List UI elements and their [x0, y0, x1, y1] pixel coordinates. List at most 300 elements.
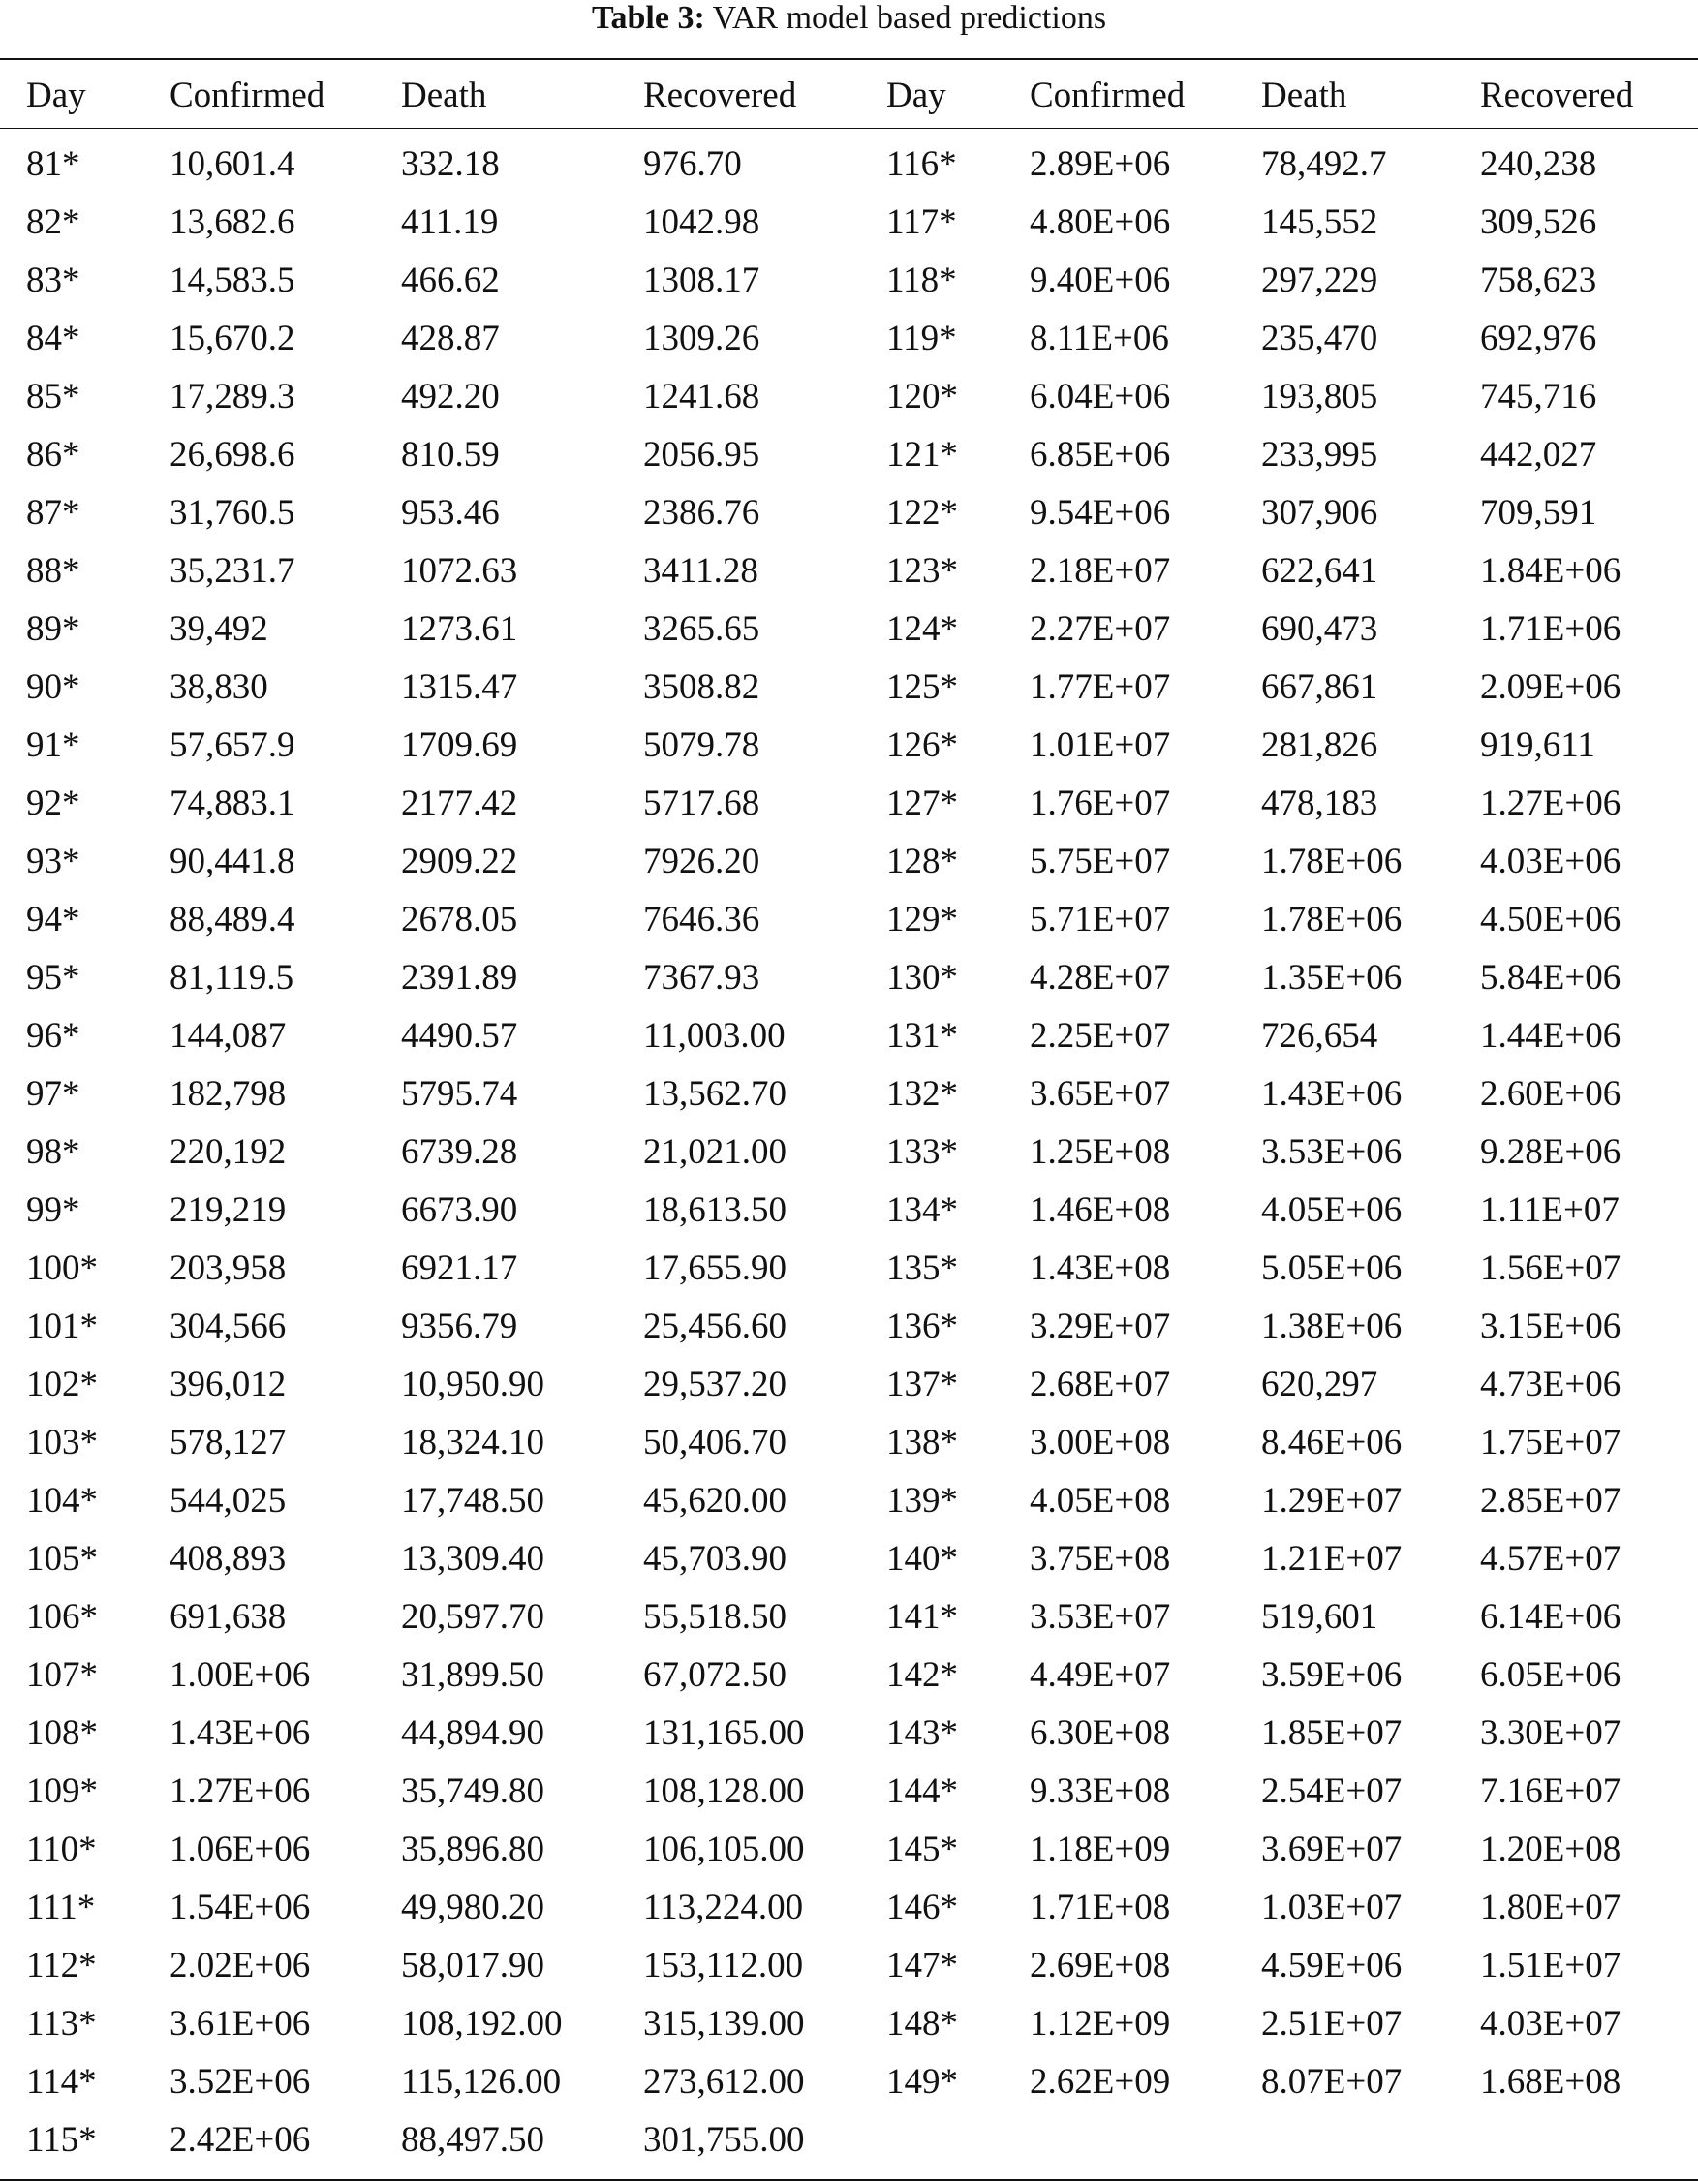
cell-confirmed-left: 544,025	[170, 1481, 287, 1521]
column-header-day-left: Day	[26, 75, 86, 115]
cell-day-left: 98*	[26, 1132, 80, 1172]
cell-recovered-left: 5079.78	[643, 725, 760, 765]
cell-recovered-left: 50,406.70	[643, 1423, 787, 1462]
cell-recovered-right: 1.20E+08	[1480, 1830, 1621, 1869]
cell-confirmed-right: 1.25E+08	[1030, 1132, 1171, 1172]
cell-day-right: 137*	[886, 1365, 958, 1404]
cell-confirmed-left: 304,566	[170, 1307, 287, 1346]
column-header-recovered-right: Recovered	[1480, 75, 1634, 115]
cell-death-right: 519,601	[1261, 1597, 1378, 1637]
table-row	[0, 194, 1698, 252]
cell-recovered-left: 45,703.90	[643, 1539, 787, 1579]
cell-confirmed-left: 2.42E+06	[170, 2120, 311, 2160]
cell-recovered-left: 13,562.70	[643, 1074, 787, 1114]
table-row	[0, 2111, 1698, 2169]
cell-day-right: 148*	[886, 2004, 958, 2044]
cell-death-left: 953.46	[401, 493, 500, 533]
cell-recovered-left: 113,224.00	[643, 1888, 804, 1927]
cell-confirmed-left: 2.02E+06	[170, 1946, 311, 1985]
cell-day-right: 117*	[886, 202, 957, 242]
cell-recovered-right: 1.71E+06	[1480, 609, 1621, 649]
cell-day-left: 105*	[26, 1539, 98, 1579]
cell-day-right: 140*	[886, 1539, 958, 1579]
cell-death-right: 233,995	[1261, 435, 1378, 475]
cell-day-left: 84*	[26, 319, 80, 358]
cell-confirmed-left: 10,601.4	[170, 144, 295, 184]
cell-recovered-left: 3508.82	[643, 667, 760, 707]
cell-recovered-left: 2056.95	[643, 435, 760, 475]
cell-day-right: 146*	[886, 1888, 958, 1927]
cell-death-right: 2.51E+07	[1261, 2004, 1403, 2044]
cell-confirmed-right: 1.01E+07	[1030, 725, 1171, 765]
cell-death-right: 1.21E+07	[1261, 1539, 1403, 1579]
cell-recovered-left: 1241.68	[643, 377, 760, 416]
cell-recovered-left: 1042.98	[643, 202, 760, 242]
cell-recovered-right: 2.09E+06	[1480, 667, 1621, 707]
cell-day-right: 123*	[886, 551, 958, 591]
cell-confirmed-left: 144,087	[170, 1016, 287, 1056]
cell-confirmed-left: 1.27E+06	[170, 1771, 311, 1811]
table-row	[0, 1705, 1698, 1763]
cell-confirmed-left: 1.06E+06	[170, 1830, 311, 1869]
cell-recovered-right: 4.03E+07	[1480, 2004, 1621, 2044]
cell-confirmed-left: 26,698.6	[170, 435, 295, 475]
cell-death-right: 620,297	[1261, 1365, 1378, 1404]
cell-death-right: 1.35E+06	[1261, 958, 1403, 998]
cell-death-left: 810.59	[401, 435, 500, 475]
cell-recovered-right: 1.56E+07	[1480, 1248, 1621, 1288]
table-row	[0, 1065, 1698, 1123]
cell-recovered-right: 4.50E+06	[1480, 900, 1621, 939]
cell-day-left: 111*	[26, 1888, 96, 1927]
table-row	[0, 484, 1698, 542]
cell-day-right: 141*	[886, 1597, 958, 1637]
cell-death-left: 1072.63	[401, 551, 518, 591]
table-row	[0, 1240, 1698, 1298]
cell-confirmed-right: 1.77E+07	[1030, 667, 1171, 707]
cell-recovered-right: 2.60E+06	[1480, 1074, 1621, 1114]
cell-death-right: 3.59E+06	[1261, 1655, 1403, 1695]
cell-day-left: 107*	[26, 1655, 98, 1695]
table-row	[0, 717, 1698, 775]
cell-day-left: 109*	[26, 1771, 98, 1811]
cell-day-left: 87*	[26, 493, 80, 533]
cell-confirmed-right: 2.62E+09	[1030, 2062, 1171, 2102]
table-row	[0, 1182, 1698, 1240]
cell-confirmed-left: 1.00E+06	[170, 1655, 311, 1695]
cell-confirmed-right: 2.25E+07	[1030, 1016, 1171, 1056]
cell-confirmed-left: 220,192	[170, 1132, 287, 1172]
cell-day-left: 86*	[26, 435, 80, 475]
cell-death-left: 2909.22	[401, 842, 518, 881]
cell-day-left: 114*	[26, 2062, 97, 2102]
cell-recovered-right: 692,976	[1480, 319, 1597, 358]
cell-death-left: 31,899.50	[401, 1655, 544, 1695]
cell-recovered-right: 3.15E+06	[1480, 1307, 1621, 1346]
cell-confirmed-left: 81,119.5	[170, 958, 294, 998]
column-header-confirmed-left: Confirmed	[170, 75, 325, 115]
cell-recovered-left: 315,139.00	[643, 2004, 805, 2044]
cell-confirmed-left: 35,231.7	[170, 551, 295, 591]
cell-death-right: 690,473	[1261, 609, 1378, 649]
cell-recovered-right: 2.85E+07	[1480, 1481, 1621, 1521]
table-row	[0, 1879, 1698, 1937]
table-row	[0, 426, 1698, 484]
table-row	[0, 600, 1698, 659]
column-header-death-right: Death	[1261, 75, 1347, 115]
cell-death-right: 726,654	[1261, 1016, 1378, 1056]
cell-confirmed-right: 3.53E+07	[1030, 1597, 1171, 1637]
cell-day-left: 83*	[26, 261, 80, 300]
cell-death-right: 145,552	[1261, 202, 1378, 242]
cell-day-left: 101*	[26, 1307, 98, 1346]
cell-confirmed-left: 38,830	[170, 667, 268, 707]
cell-recovered-right: 1.11E+07	[1480, 1190, 1620, 1230]
cell-recovered-right: 1.84E+06	[1480, 551, 1621, 591]
cell-day-right: 125*	[886, 667, 958, 707]
cell-recovered-left: 131,165.00	[643, 1713, 805, 1753]
cell-death-right: 1.85E+07	[1261, 1713, 1403, 1753]
cell-confirmed-right: 3.65E+07	[1030, 1074, 1171, 1114]
cell-death-right: 622,641	[1261, 551, 1378, 591]
table-row	[0, 2053, 1698, 2111]
table-row	[0, 542, 1698, 600]
cell-death-right: 281,826	[1261, 725, 1378, 765]
cell-confirmed-right: 5.71E+07	[1030, 900, 1171, 939]
cell-recovered-left: 55,518.50	[643, 1597, 787, 1637]
cell-recovered-left: 21,021.00	[643, 1132, 787, 1172]
cell-recovered-right: 240,238	[1480, 144, 1597, 184]
cell-confirmed-right: 4.49E+07	[1030, 1655, 1171, 1695]
cell-recovered-left: 1308.17	[643, 261, 760, 300]
cell-day-right: 149*	[886, 2062, 958, 2102]
cell-day-left: 90*	[26, 667, 80, 707]
cell-recovered-left: 3265.65	[643, 609, 760, 649]
table-row	[0, 1821, 1698, 1879]
cell-confirmed-right: 5.75E+07	[1030, 842, 1171, 881]
cell-confirmed-left: 203,958	[170, 1248, 287, 1288]
cell-confirmed-right: 3.00E+08	[1030, 1423, 1171, 1462]
cell-recovered-left: 18,613.50	[643, 1190, 787, 1230]
table-row	[0, 1472, 1698, 1530]
cell-death-left: 13,309.40	[401, 1539, 544, 1579]
cell-confirmed-right: 1.46E+08	[1030, 1190, 1171, 1230]
cell-day-right: 119*	[886, 319, 957, 358]
cell-death-right: 5.05E+06	[1261, 1248, 1403, 1288]
cell-confirmed-left: 31,760.5	[170, 493, 295, 533]
cell-confirmed-left: 14,583.5	[170, 261, 295, 300]
cell-day-left: 103*	[26, 1423, 98, 1462]
cell-day-right: 131*	[886, 1016, 958, 1056]
cell-day-right: 121*	[886, 435, 958, 475]
cell-death-left: 332.18	[401, 144, 500, 184]
cell-confirmed-left: 691,638	[170, 1597, 287, 1637]
cell-day-right: 139*	[886, 1481, 958, 1521]
table-row	[0, 1530, 1698, 1588]
cell-recovered-left: 7367.93	[643, 958, 760, 998]
cell-day-left: 110*	[26, 1830, 97, 1869]
cell-recovered-right: 1.75E+07	[1480, 1423, 1621, 1462]
cell-recovered-right: 4.73E+06	[1480, 1365, 1621, 1404]
cell-day-right: 132*	[886, 1074, 958, 1114]
cell-recovered-right: 6.05E+06	[1480, 1655, 1621, 1695]
table-caption-label: Table 3:	[591, 0, 705, 36]
cell-recovered-right: 1.27E+06	[1480, 784, 1621, 823]
cell-death-left: 2678.05	[401, 900, 518, 939]
cell-death-left: 10,950.90	[401, 1365, 544, 1404]
cell-recovered-left: 976.70	[643, 144, 742, 184]
cell-day-left: 113*	[26, 2004, 97, 2044]
cell-confirmed-right: 4.05E+08	[1030, 1481, 1171, 1521]
cell-recovered-left: 11,003.00	[643, 1016, 786, 1056]
cell-death-right: 4.59E+06	[1261, 1946, 1403, 1985]
cell-recovered-left: 29,537.20	[643, 1365, 787, 1404]
table-row	[0, 1123, 1698, 1182]
cell-recovered-left: 108,128.00	[643, 1771, 805, 1811]
cell-confirmed-right: 9.33E+08	[1030, 1771, 1171, 1811]
cell-day-right: 122*	[886, 493, 958, 533]
cell-recovered-left: 45,620.00	[643, 1481, 787, 1521]
cell-confirmed-left: 1.54E+06	[170, 1888, 311, 1927]
cell-day-left: 85*	[26, 377, 80, 416]
cell-confirmed-right: 4.80E+06	[1030, 202, 1171, 242]
cell-day-left: 99*	[26, 1190, 80, 1230]
cell-confirmed-left: 3.61E+06	[170, 2004, 311, 2044]
cell-confirmed-left: 17,289.3	[170, 377, 295, 416]
table-caption	[0, 0, 1698, 39]
cell-confirmed-right: 6.04E+06	[1030, 377, 1171, 416]
cell-recovered-right: 7.16E+07	[1480, 1771, 1621, 1811]
cell-day-left: 91*	[26, 725, 80, 765]
cell-recovered-right: 709,591	[1480, 493, 1597, 533]
cell-confirmed-right: 3.75E+08	[1030, 1539, 1171, 1579]
cell-death-right: 8.46E+06	[1261, 1423, 1403, 1462]
cell-day-right: 135*	[886, 1248, 958, 1288]
cell-confirmed-right: 2.27E+07	[1030, 609, 1171, 649]
cell-day-left: 82*	[26, 202, 80, 242]
cell-death-left: 5795.74	[401, 1074, 518, 1114]
cell-recovered-left: 5717.68	[643, 784, 760, 823]
cell-death-left: 466.62	[401, 261, 500, 300]
cell-confirmed-left: 74,883.1	[170, 784, 295, 823]
cell-day-right: 130*	[886, 958, 958, 998]
cell-confirmed-right: 2.89E+06	[1030, 144, 1171, 184]
cell-confirmed-right: 1.76E+07	[1030, 784, 1171, 823]
table-row	[0, 1588, 1698, 1646]
cell-death-right: 1.03E+07	[1261, 1888, 1403, 1927]
cell-death-left: 1709.69	[401, 725, 518, 765]
cell-confirmed-right: 1.71E+08	[1030, 1888, 1171, 1927]
cell-day-right: 133*	[886, 1132, 958, 1172]
cell-death-right: 4.05E+06	[1261, 1190, 1403, 1230]
cell-confirmed-left: 578,127	[170, 1423, 287, 1462]
cell-confirmed-left: 408,893	[170, 1539, 287, 1579]
table-header-rule	[0, 128, 1698, 129]
cell-day-right: 118*	[886, 261, 957, 300]
cell-recovered-right: 4.03E+06	[1480, 842, 1621, 881]
cell-confirmed-right: 9.40E+06	[1030, 261, 1171, 300]
cell-day-left: 102*	[26, 1365, 98, 1404]
table-caption-text: VAR model based predictions	[712, 0, 1107, 36]
cell-death-left: 58,017.90	[401, 1946, 544, 1985]
cell-day-left: 112*	[26, 1946, 97, 1985]
cell-recovered-left: 1309.26	[643, 319, 760, 358]
cell-recovered-right: 309,526	[1480, 202, 1597, 242]
cell-recovered-left: 301,755.00	[643, 2120, 805, 2160]
cell-recovered-left: 2386.76	[643, 493, 760, 533]
column-header-day-right: Day	[886, 75, 946, 115]
cell-death-right: 1.78E+06	[1261, 842, 1403, 881]
table-row	[0, 1356, 1698, 1414]
cell-confirmed-left: 219,219	[170, 1190, 287, 1230]
cell-confirmed-left: 88,489.4	[170, 900, 295, 939]
cell-day-right: 116*	[886, 144, 957, 184]
cell-recovered-right: 919,611	[1480, 725, 1595, 765]
cell-confirmed-right: 1.18E+09	[1030, 1830, 1171, 1869]
cell-death-left: 1315.47	[401, 667, 518, 707]
cell-death-right: 3.53E+06	[1261, 1132, 1403, 1172]
cell-death-right: 1.78E+06	[1261, 900, 1403, 939]
cell-day-right: 124*	[886, 609, 958, 649]
cell-death-left: 17,748.50	[401, 1481, 544, 1521]
cell-recovered-right: 4.57E+07	[1480, 1539, 1621, 1579]
cell-recovered-left: 17,655.90	[643, 1248, 787, 1288]
cell-death-right: 478,183	[1261, 784, 1378, 823]
cell-recovered-right: 442,027	[1480, 435, 1597, 475]
cell-recovered-right: 3.30E+07	[1480, 1713, 1621, 1753]
table-row	[0, 1007, 1698, 1065]
table-row	[0, 833, 1698, 891]
cell-death-left: 35,896.80	[401, 1830, 544, 1869]
cell-death-right: 1.29E+07	[1261, 1481, 1403, 1521]
cell-confirmed-right: 4.28E+07	[1030, 958, 1171, 998]
cell-death-left: 2391.89	[401, 958, 518, 998]
cell-death-left: 44,894.90	[401, 1713, 544, 1753]
cell-confirmed-right: 2.68E+07	[1030, 1365, 1171, 1404]
column-header-death-left: Death	[401, 75, 487, 115]
table-row	[0, 775, 1698, 833]
cell-day-right: 129*	[886, 900, 958, 939]
cell-recovered-left: 7646.36	[643, 900, 760, 939]
cell-death-right: 307,906	[1261, 493, 1378, 533]
cell-day-right: 144*	[886, 1771, 958, 1811]
cell-recovered-left: 273,612.00	[643, 2062, 805, 2102]
table-row	[0, 136, 1698, 194]
cell-confirmed-right: 8.11E+06	[1030, 319, 1169, 358]
cell-recovered-right: 1.68E+08	[1480, 2062, 1621, 2102]
cell-death-right: 2.54E+07	[1261, 1771, 1403, 1811]
cell-day-left: 96*	[26, 1016, 80, 1056]
table-bottom-rule	[0, 2179, 1698, 2181]
cell-day-left: 89*	[26, 609, 80, 649]
cell-recovered-left: 25,456.60	[643, 1307, 787, 1346]
cell-death-left: 6739.28	[401, 1132, 518, 1172]
table-row	[0, 659, 1698, 717]
cell-confirmed-right: 3.29E+07	[1030, 1307, 1171, 1346]
cell-recovered-right: 1.44E+06	[1480, 1016, 1621, 1056]
cell-recovered-right: 758,623	[1480, 261, 1597, 300]
cell-day-right: 136*	[886, 1307, 958, 1346]
cell-confirmed-left: 1.43E+06	[170, 1713, 311, 1753]
table-row	[0, 1995, 1698, 2053]
cell-death-right: 8.07E+07	[1261, 2062, 1403, 2102]
cell-day-right: 134*	[886, 1190, 958, 1230]
cell-day-left: 115*	[26, 2120, 97, 2160]
cell-death-left: 428.87	[401, 319, 500, 358]
cell-death-right: 193,805	[1261, 377, 1378, 416]
cell-recovered-left: 153,112.00	[643, 1946, 804, 1985]
cell-death-left: 9356.79	[401, 1307, 518, 1346]
cell-death-left: 6921.17	[401, 1248, 518, 1288]
cell-confirmed-right: 1.43E+08	[1030, 1248, 1171, 1288]
cell-day-left: 88*	[26, 551, 80, 591]
cell-day-left: 106*	[26, 1597, 98, 1637]
table-row	[0, 368, 1698, 426]
cell-confirmed-left: 57,657.9	[170, 725, 295, 765]
cell-day-right: 128*	[886, 842, 958, 881]
cell-recovered-right: 6.14E+06	[1480, 1597, 1621, 1637]
cell-recovered-right: 1.51E+07	[1480, 1946, 1621, 1985]
table-top-rule	[0, 58, 1698, 60]
cell-death-left: 18,324.10	[401, 1423, 544, 1462]
cell-recovered-left: 106,105.00	[643, 1830, 805, 1869]
column-header-confirmed-right: Confirmed	[1030, 75, 1186, 115]
cell-death-left: 6673.90	[401, 1190, 518, 1230]
cell-day-left: 94*	[26, 900, 80, 939]
cell-day-left: 81*	[26, 144, 80, 184]
cell-confirmed-right: 2.69E+08	[1030, 1946, 1171, 1985]
cell-death-right: 1.43E+06	[1261, 1074, 1403, 1114]
cell-recovered-left: 3411.28	[643, 551, 758, 591]
cell-death-left: 35,749.80	[401, 1771, 544, 1811]
cell-death-right: 1.38E+06	[1261, 1307, 1403, 1346]
cell-confirmed-left: 90,441.8	[170, 842, 295, 881]
cell-day-left: 97*	[26, 1074, 80, 1114]
cell-day-left: 93*	[26, 842, 80, 881]
cell-recovered-left: 7926.20	[643, 842, 760, 881]
cell-recovered-right: 9.28E+06	[1480, 1132, 1621, 1172]
cell-confirmed-right: 9.54E+06	[1030, 493, 1171, 533]
cell-confirmed-left: 396,012	[170, 1365, 287, 1404]
cell-death-right: 235,470	[1261, 319, 1378, 358]
column-header-recovered-left: Recovered	[643, 75, 797, 115]
cell-death-left: 2177.42	[401, 784, 518, 823]
cell-recovered-right: 5.84E+06	[1480, 958, 1621, 998]
table-row	[0, 1414, 1698, 1472]
cell-death-right: 3.69E+07	[1261, 1830, 1403, 1869]
cell-day-left: 104*	[26, 1481, 98, 1521]
cell-death-left: 115,126.00	[401, 2062, 562, 2102]
table-row	[0, 310, 1698, 368]
cell-day-right: 142*	[886, 1655, 958, 1695]
cell-death-left: 108,192.00	[401, 2004, 563, 2044]
cell-day-right: 145*	[886, 1830, 958, 1869]
cell-day-right: 147*	[886, 1946, 958, 1985]
cell-death-left: 411.19	[401, 202, 499, 242]
table-row	[0, 1298, 1698, 1356]
cell-day-left: 95*	[26, 958, 80, 998]
table-row	[0, 252, 1698, 310]
cell-day-right: 138*	[886, 1423, 958, 1462]
cell-recovered-right: 745,716	[1480, 377, 1597, 416]
cell-death-left: 4490.57	[401, 1016, 518, 1056]
cell-day-right: 143*	[886, 1713, 958, 1753]
cell-confirmed-right: 6.85E+06	[1030, 435, 1171, 475]
cell-day-right: 126*	[886, 725, 958, 765]
table-body	[0, 136, 1698, 2169]
cell-recovered-left: 67,072.50	[643, 1655, 787, 1695]
cell-confirmed-right: 1.12E+09	[1030, 2004, 1171, 2044]
